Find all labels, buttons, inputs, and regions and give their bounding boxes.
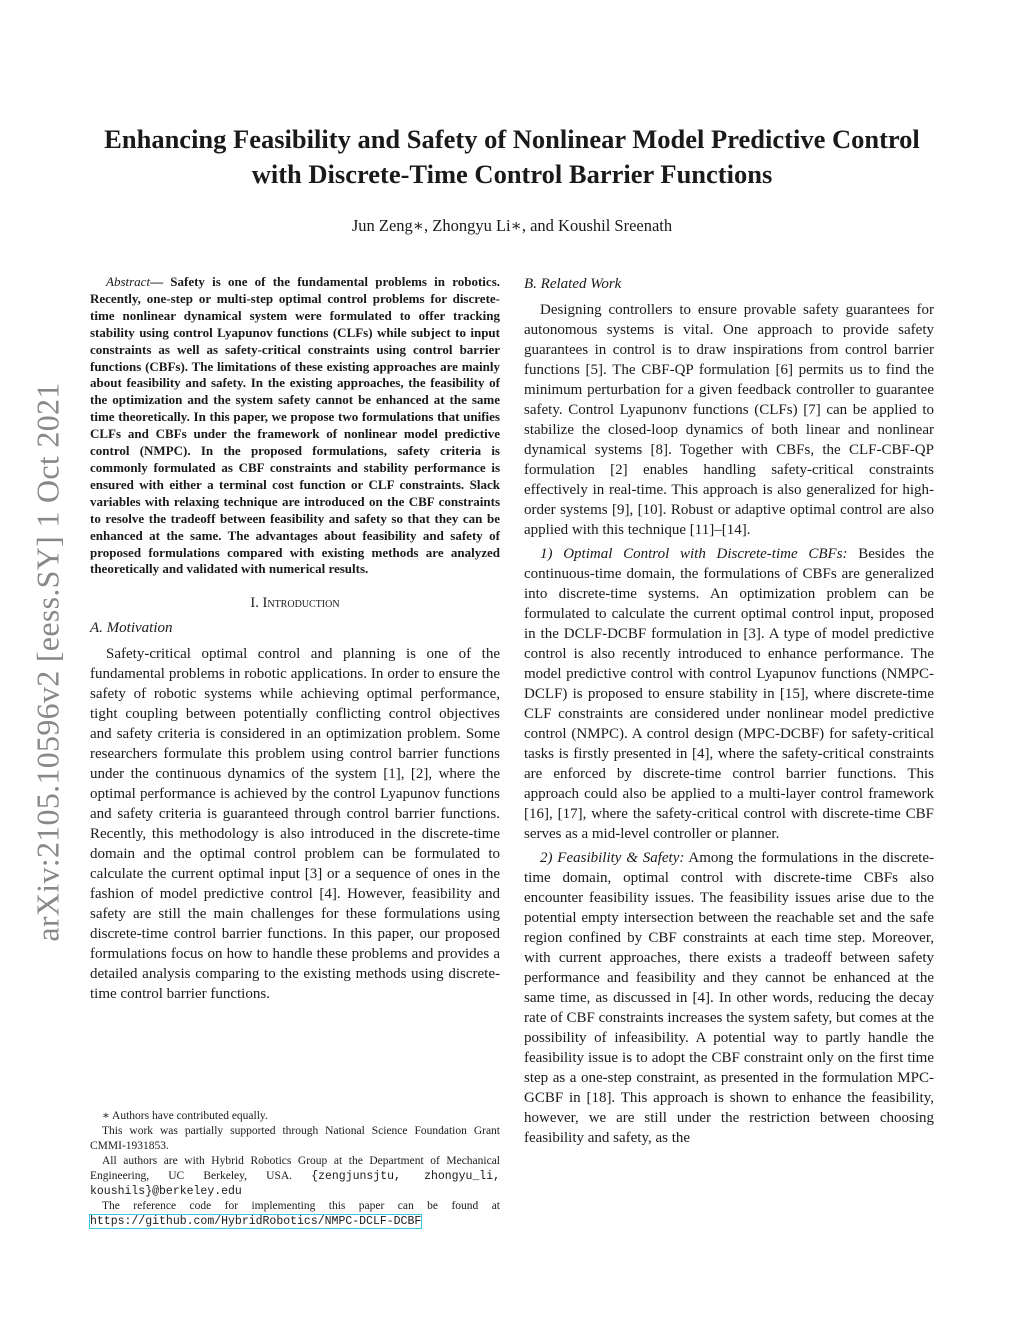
arxiv-side-stamp: arXiv:2105.10596v2 [eess.SY] 1 Oct 2021 (29, 382, 66, 942)
footnote-code (90, 1199, 500, 1229)
optimal-control-text: Besides the continuous-time domain, the formulations of CBFs are generalized into discrete-time systems. An optimization problem can be formulated to calculate the current optimal control input, proposed in the DCLF-DCBF formulation in [3]. A type of model predictive control is also recently introduced to enhance performance. The model predictive control with control Lyapunov functions (NMPC-DCLF) is proposed to ensure stability in [15], where discrete-time CLF constraints are considered under nonlinear model predictive control (NMPC). A control design (MPC-DCBF) for safety-critical tasks is firstly presented in [4], where the safety-critical constraints are enforced by discrete-time control barrier functions. This approach could also be applied to a multi-layer control framework [16], [17], where the safety-critical control with discrete-time CBF serves as a mid-level controller or planner. (524, 546, 934, 842)
abstract-label: Abstract (106, 274, 151, 289)
right-column (524, 274, 934, 1148)
feasibility-safety-paragraph (524, 848, 934, 1148)
author-list: Jun Zeng∗, Zhongyu Li∗, and Koushil Sreenath (351, 216, 673, 235)
code-footnote-text: The reference code for implementing this paper can be found at (102, 1200, 500, 1212)
paper-title (80, 122, 944, 192)
optimal-control-title: 1) Optimal Control with Discrete-time CBFs: (540, 546, 848, 562)
code-repository-link[interactable]: https://github.com/HybridRobotics/NMPC-DCLF-DCBF (90, 1215, 422, 1228)
affiliation-text: All authors are with Hybrid Robotics Group at the Department of Mechanical Engineering, UC Berkeley, USA. (90, 1155, 500, 1182)
feasibility-safety-text: Among the formulations in the discrete-time domain, optimal control with discrete-time CBFs also encounter feasibility issues. The feasibility issues arise due to the potential empty intersection between the reachable set and the safe region confined by CBF constraints at each time step. Moreover, with current approaches, there exists a tradeoff between safety performance and feasibility and they cannot be enhanced at the same time, as discussed in [4]. In other words, reducing the decay rate of CBF constraints increases the system safety, but comes at the possibility of infeasibility. A potential way to partly handle the feasibility issue is to adopt the CBF constraint only on the first time step as a one-step constraint, as presented in the formulation MPC-GCBF in [18]. This approach is shown to enhance the feasibility, however, we are still under the restriction between choosing feasibility and safety, as the (524, 850, 934, 1146)
footnote-equal-contribution: ∗ Authors have contributed equally. (102, 1110, 268, 1122)
section-heading-introduction (90, 594, 500, 612)
author-emails: {zengjunsjtu, zhongyu_li, koushils}@berkeley.edu (90, 1170, 500, 1198)
section-title: Introduction (262, 595, 340, 612)
feasibility-safety-title: 2) Feasibility & Safety: (540, 850, 685, 866)
title-line-1: Enhancing Feasibility and Safety of Nonlinear Model Predictive Control (104, 124, 920, 154)
footnote-funding: This work was partially supported through National Science Foundation Grant CMMI-1931853. (90, 1125, 500, 1152)
subsection-motivation: A. Motivation (90, 620, 173, 637)
section-number: I. (250, 595, 263, 612)
abstract-text: — Safety is one of the fundamental problems in robotics. Recently, one-step or multi-step optimal control problems for discrete-time nonlinear dynamical system were formulated to offer tracking stability using control Lyapunov functions (CLFs) while subject to input constraints as well as safety-critical constraints using control barrier functions (CBFs). The limitations of these existing approaches are mainly about feasibility and safety. In the existing approaches, the feasibility of the optimization and the system safety cannot be enhanced at the same time theoretically. In this paper, we propose two formulations that unifies CLFs and CBFs under the framework of nonlinear model predictive control (NMPC). In the proposed formulations, safety criteria is commonly formulated as CBF constraints and stability performance is ensured with either a terminal cost function or CLF constraints. Slack variables with relaxing technique are introduced on the CBF constraints to resolve the tradeoff between feasibility and safety so that they can be enhanced at the same. The advantages about feasibility and safety of proposed formulations compared with existing methods are analyzed theoretically and validated with numerical results. (90, 274, 500, 577)
title-line-2: with Discrete-Time Control Barrier Functions (251, 159, 773, 189)
abstract (90, 274, 500, 578)
left-column (90, 274, 500, 1004)
optimal-control-paragraph (524, 544, 934, 844)
footnote-affiliation (90, 1154, 500, 1199)
footnotes (90, 1109, 500, 1229)
subsection-related-work: B. Related Work (524, 276, 622, 292)
related-work-paragraph: Designing controllers to ensure provable safety guarantees for autonomous systems is vital. One approach to provide safety guarantees in control is to draw inspirations from control barrier functions [5]. The CBF-QP formulation [6] permits us to find the minimum perturbation for a given feedback controller to guarantee safety. Control Lyapunonv functions (CLFs) [7] can be applied to stabilize the closed-loop dynamics of both linear and nonlinear dynamical systems [8]. Together with CBFs, the CLF-CBF-QP formulation [2] enables handling safety-critical constraints effectively in real-time. This approach is also generalized for high-order systems [9], [10]. Robust or adaptive optimal control are also applied with this technique [11]–[14]. (524, 302, 934, 538)
motivation-paragraph: Safety-critical optimal control and planning is one of the fundamental problems in robotic applications. In order to ensure the safety of robotic systems while achieving optimal performance, tight coupling between potentially conflicting control objectives and safety criteria is considered in an optimization problem. Some researchers formulate this problem using control barrier functions under the continuous dynamics of the system [1], [2], where the optimal performance is achieved by the control Lyapunov functions and safety criteria is guaranteed through control barrier functions. Recently, this methodology is also introduced in the discrete-time domain and the optimal control problem can be formulated to calculate the current optimal input [3] or a sequence of ones in the fashion of model predictive control [4]. However, feasibility and safety are still the main challenges for these formulations using discrete-time control barrier functions. In this paper, our proposed formulations focus on how to handle these problems and provides a detailed analysis comparing to the existing methods using discrete-time control barrier functions. (90, 646, 500, 1003)
